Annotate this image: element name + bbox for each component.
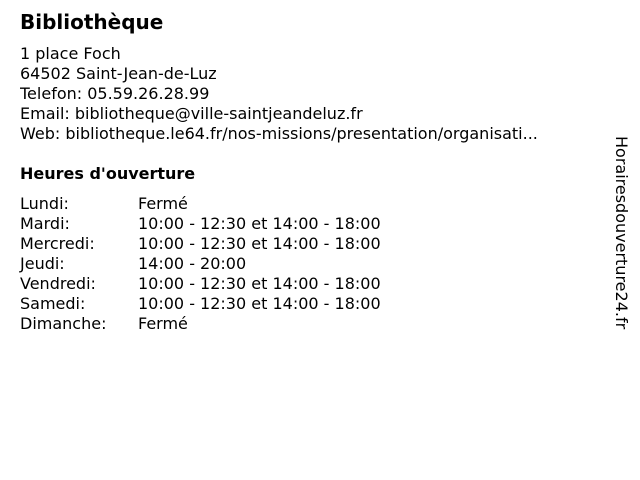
- hours-row-wednesday: [20, 234, 381, 254]
- opening-hours-table: [20, 194, 381, 334]
- city: 64502 Saint-Jean-de-Luz: [20, 64, 217, 83]
- day-label: Dimanche:: [20, 314, 107, 333]
- address-block: [20, 44, 600, 144]
- page-title: Bibliothèque: [20, 10, 164, 34]
- day-hours: 10:00 - 12:30 et 14:00 - 18:00: [138, 274, 381, 293]
- site-watermark: Horairesdouverture24.fr: [612, 136, 631, 330]
- opening-hours-heading: Heures d'ouverture: [20, 164, 196, 183]
- day-label: Vendredi:: [20, 274, 96, 293]
- hours-row-sunday: [20, 314, 381, 334]
- day-label: Samedi:: [20, 294, 86, 313]
- hours-row-friday: [20, 274, 381, 294]
- hours-row-saturday: [20, 294, 381, 314]
- day-label: Jeudi:: [20, 254, 65, 273]
- hours-row-tuesday: [20, 214, 381, 234]
- day-hours: 14:00 - 20:00: [138, 254, 247, 273]
- phone-number: Telefon: 05.59.26.28.99: [20, 84, 210, 103]
- day-hours: 10:00 - 12:30 et 14:00 - 18:00: [138, 214, 381, 233]
- hours-row-monday: [20, 194, 381, 214]
- day-label: Mardi:: [20, 214, 70, 233]
- hours-row-thursday: [20, 254, 381, 274]
- day-hours: 10:00 - 12:30 et 14:00 - 18:00: [138, 294, 381, 313]
- day-label: Lundi:: [20, 194, 69, 213]
- website: Web: bibliotheque.le64.fr/nos-missions/presentation/organisati...: [20, 124, 538, 143]
- email-address: Email: bibliotheque@ville-saintjeandeluz.fr: [20, 104, 363, 123]
- day-hours: Fermé: [138, 194, 188, 213]
- day-hours: Fermé: [138, 314, 188, 333]
- day-label: Mercredi:: [20, 234, 95, 253]
- street-address: 1 place Foch: [20, 44, 121, 63]
- day-hours: 10:00 - 12:30 et 14:00 - 18:00: [138, 234, 381, 253]
